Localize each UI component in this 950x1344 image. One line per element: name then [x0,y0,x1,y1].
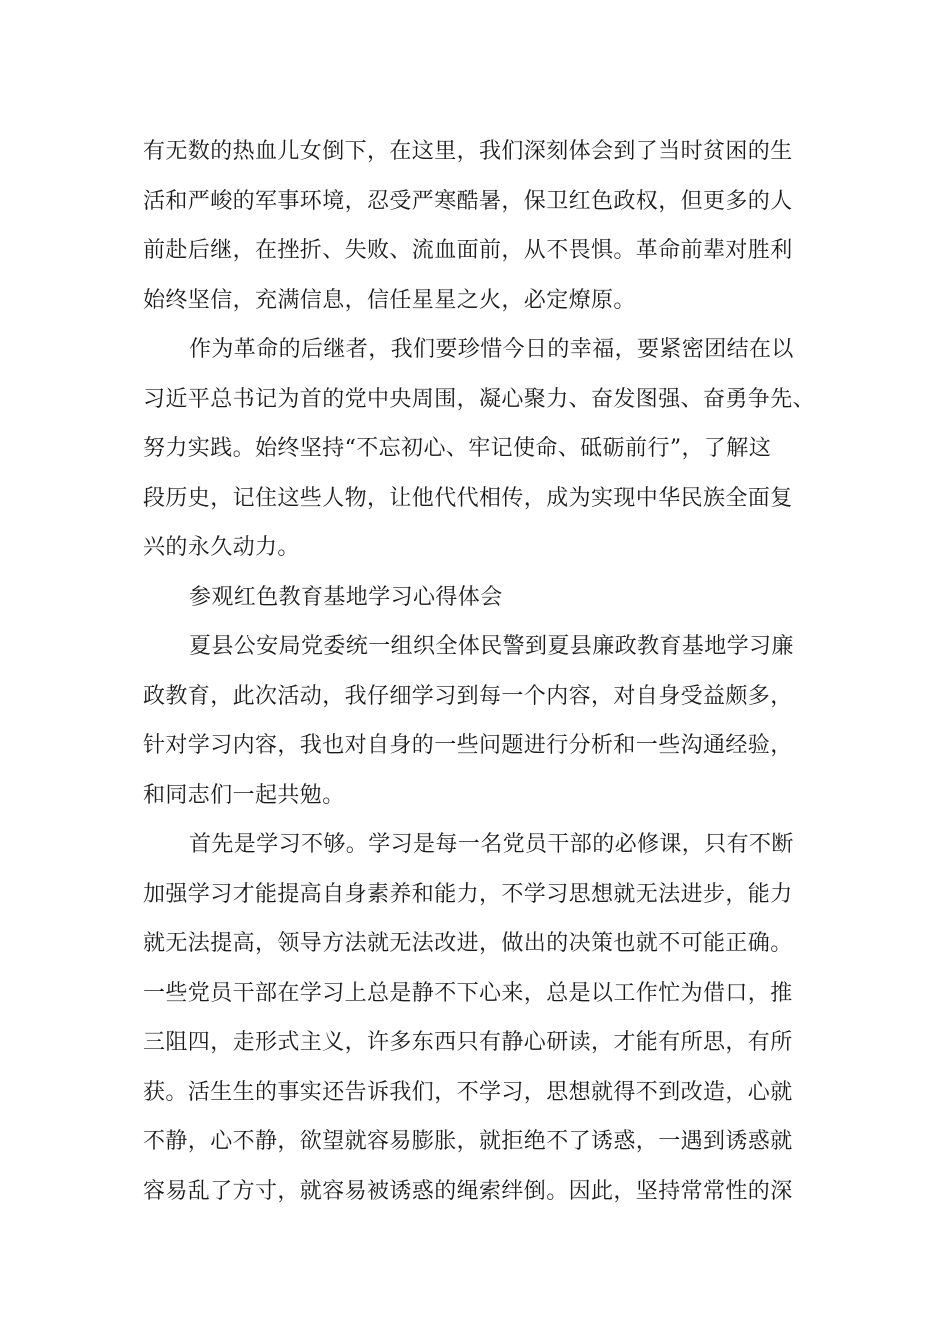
text-line: 始终坚信，充满信息，信任星星之火，必定燎原。 [143,287,636,313]
paragraph-first-line: 夏县公安局党委统一组织全体民警到夏县廉政教育基地学习廉 [189,634,794,659]
text-line: 不静，心不静，欲望就容易膨胀，就拒绝不了诱惑，一遇到诱惑就 [143,1129,793,1154]
text-line: 就无法提高，领导方法就无法改进，做出的决策也就不可能正确。 [143,931,793,956]
text-line: 努力实践。始终坚持“不忘初心、牢记使命、砥砺前行”，了解这 [143,436,772,461]
text-line: 段历史，记住这些人物，让他代代相传，成为实现中华民族全面复 [143,485,793,511]
section-title: 参观红色教育基地学习心得体会 [189,584,503,610]
text-line: 三阻四，走形式主义，许多东西只有静心研读，才能有所思，有所 [143,1030,793,1055]
text-line: 前赴后继，在挫折、失败、流血面前，从不畏惧。革命前辈对胜利 [143,238,793,263]
text-line: 政教育，此次活动，我仔细学习到每一个内容，对自身受益颇多， [143,683,793,709]
text-line: 习近平总书记为首的党中央周围，凝心聚力、奋发图强、奋勇争先、 [143,386,816,412]
text-line: 获。活生生的事实还告诉我们，不学习，思想就得不到改造，心就 [143,1079,793,1105]
text-line: 兴的永久动力。 [143,535,300,560]
paragraph-first-line: 首先是学习不够。学习是每一名党员干部的必修课，只有不断 [189,832,794,857]
paragraph-first-line: 作为革命的后继者，我们要珍惜今日的幸福，要紧密团结在以 [189,337,794,362]
text-line: 活和严峻的军事环境，忍受严寒酷暑，保卫红色政权，但更多的人 [143,188,793,214]
text-line: 加强学习才能提高自身素养和能力，不学习思想就无法进步，能力 [143,881,793,907]
text-line: 针对学习内容，我也对自身的一些问题进行分析和一些沟通经验， [143,733,793,758]
text-line: 和同志们一起共勉。 [143,782,345,808]
text-line: 容易乱了方寸，就容易被诱惑的绳索绊倒。因此，坚持常常性的深 [143,1178,793,1204]
document-body [143,127,816,1216]
text-line: 一些党员干部在学习上总是静不下心来，总是以工作忙为借口，推 [143,980,793,1006]
text-line: 有无数的热血儿女倒下，在这里，我们深刻体会到了当时贫困的生 [143,139,793,164]
